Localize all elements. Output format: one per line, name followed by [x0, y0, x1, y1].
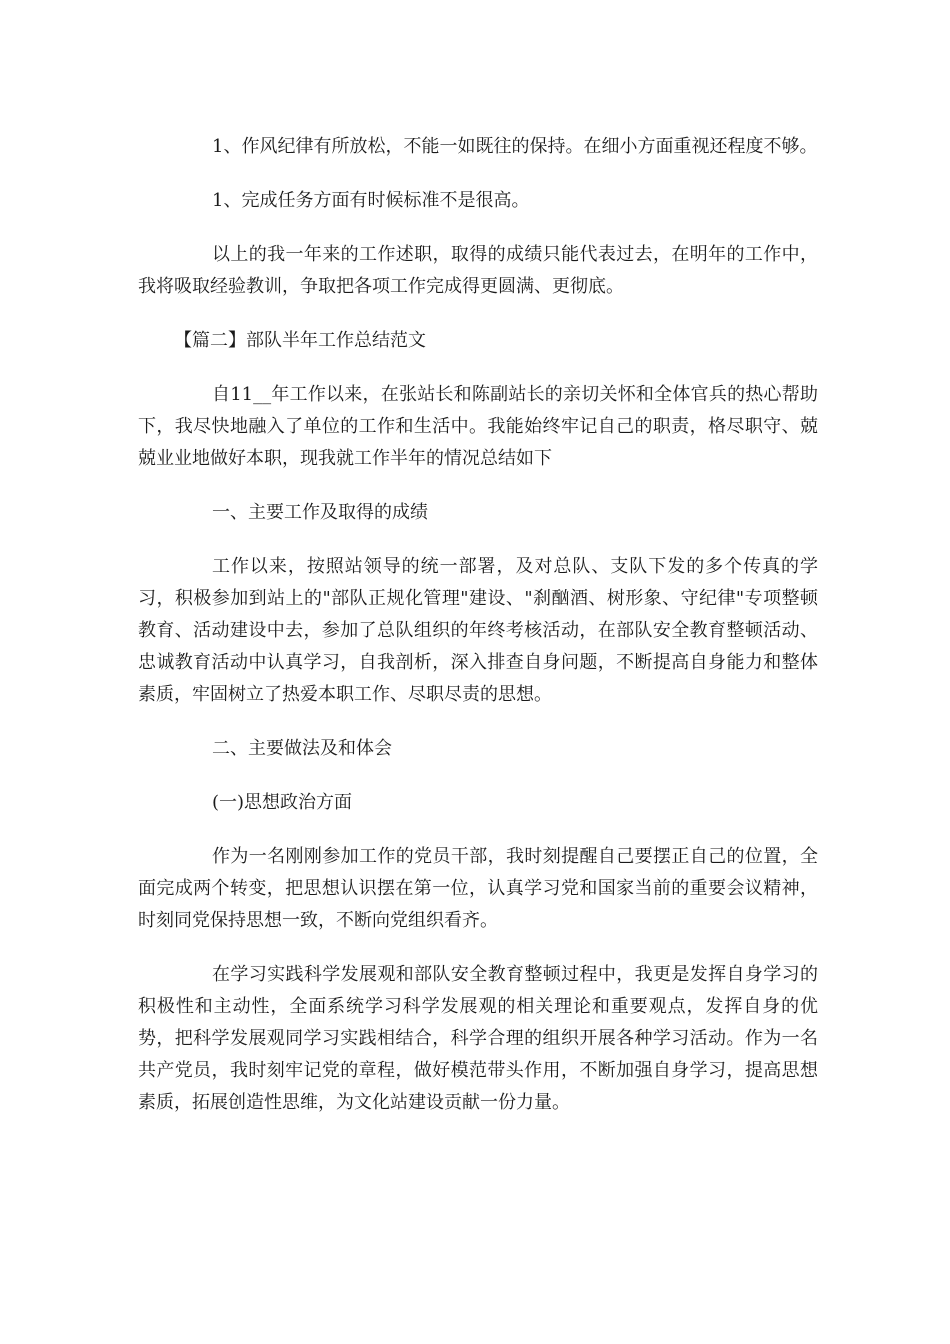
paragraph-main-work: 工作以来，按照站领导的统一部署，及对总队、支队下发的多个传真的学习，积极参加到站上的"部队正规化管理"建设、"刹酗酒、树形象、守纪律"专项整顿教育、活动建设中去，参加了总队组织的年终考核活动，在部队安全教育整顿活动、忠诚教育活动中认真学习，自我剖析，深入排查自身问题，不断提高自身能力和整体素质，牢固树立了热爱本职工作、尽职尽责的思想。: [138, 556, 818, 705]
paragraph-scientific-development: 在学习实践科学发展观和部队安全教育整顿过程中，我更是发挥自身学习的积极性和主动性，全面系统学习科学发展观的相关理论和重要观点，发挥自身的优势，把科学发展观同学习实践相结合，科学合理的组织开展各种学习活动。作为一名共产党员，我时刻牢记党的章程，做好模范带头作用，不断加强自身学习，提高思想素质，拓展创造性思维，为文化站建设贡献一份力量。: [138, 964, 818, 1113]
heading-political-thought: (一)思想政治方面: [212, 792, 353, 813]
paragraph-party-cadre: 作为一名刚刚参加工作的党员干部，我时刻提醒自己要摆正自己的位置，全面完成两个转变，把思想认识摆在第一位，认真学习党和国家当前的重要会议精神，时刻同党保持思想一致，不断向党组织看齐。: [138, 846, 818, 931]
paragraph-task-standard: 1、完成任务方面有时候标准不是很高。: [212, 190, 530, 211]
paragraph-conclusion: 以上的我一年来的工作述职，取得的成绩只能代表过去，在明年的工作中，我将吸取经验教训，争取把各项工作完成得更圆满、更彻底。: [138, 244, 818, 297]
heading-methods: 二、主要做法及和体会: [212, 738, 392, 759]
section-title-part-two: 【篇二】部队半年工作总结范文: [174, 330, 426, 351]
paragraph-discipline-issue: 1、作风纪律有所放松，不能一如既往的保持。在细小方面重视还程度不够。: [212, 136, 818, 157]
heading-main-work: 一、主要工作及取得的成绩: [212, 502, 428, 523]
document-body: [138, 131, 818, 1119]
paragraph-intro: 自11__年工作以来，在张站长和陈副站长的亲切关怀和全体官兵的热心帮助下，我尽快地融入了单位的工作和生活中。我能始终牢记自己的职责，格尽职守、兢兢业业地做好本职，现我就工作半年的情况总结如下: [138, 384, 818, 469]
